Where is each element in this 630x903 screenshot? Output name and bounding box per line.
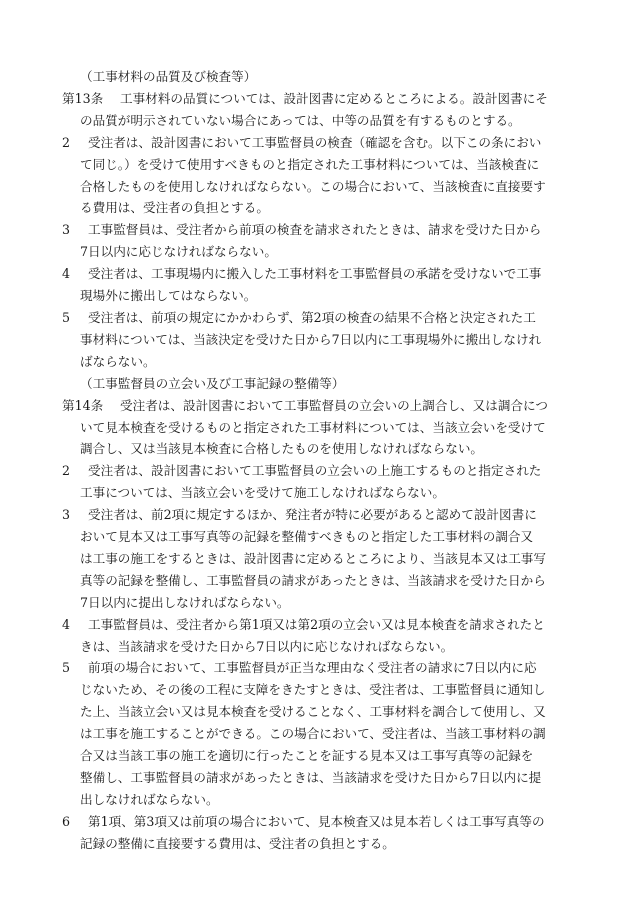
article-14-p5-l5: 合又は当該工事の施工を適切に行ったことを証する見本又は工事写真等の記録を [80, 748, 534, 764]
article-14-para-2 [62, 460, 586, 482]
article-14-p3-l3: は工事の施工をするときは、設計図書に定めるところにより、当該見本又は工事写 [80, 550, 546, 566]
para-number: 5 [62, 309, 71, 325]
article-13-para-3 [62, 219, 586, 241]
article-14-p6-l2: 記録の整備に直接要する費用は、受注者の負担とする。 [80, 835, 395, 851]
article-13-p3-l1: 工事監督員は、受注者から前項の検査を請求されたときは、請求を受けた日から [88, 222, 542, 238]
article-14-para-6 [62, 811, 586, 833]
article-13-p2-l2: て同じ。）を受けて使用すべきものと指定された工事材料については、当該検査に [80, 156, 540, 172]
article-14-p4-l2: きは、当該請求を受けた日から7日以内に応じなければならない。 [80, 638, 454, 654]
article-14-para-5 [62, 657, 586, 679]
article-13-number: 第13条 [62, 90, 104, 106]
article-13-p4-l2: 現場外に搬出してはならない。 [80, 288, 257, 304]
article-14-p3-l1: 受注者は、前2項に規定するほか、発注者が特に必要があると認めて設計図書に [88, 507, 537, 523]
article-14-line-1 [62, 395, 586, 417]
article-14-heading: （工事監督員の立会い及び工事記録の整備等） [80, 375, 345, 391]
article-13-heading: （工事材料の品質及び検査等） [80, 69, 257, 84]
article-13-p3-l2: 7日以内に応じなければならない。 [80, 244, 277, 260]
para-number: 2 [62, 134, 71, 150]
article-13-p5-l1: 受注者は、前項の規定にかかわらず、第2項の検査の結果不合格と決定された工 [88, 309, 536, 325]
article-14-p2-l2: 工事については、当該立会いを受けて施工しなければならない。 [80, 485, 445, 501]
article-14-para-3 [62, 504, 586, 526]
article-14-number: 第14条 [62, 397, 104, 413]
article-13-p1-l2: の品質が明示されていない場合にあっては、中等の品質を有するものとする。 [80, 112, 521, 128]
article-13-line-1 [62, 88, 586, 110]
article-13-p2-l4: る費用は、受注者の負担とする。 [80, 200, 269, 216]
article-14-p2-l1: 受注者は、設計図書において工事監督員の立会いの上施工するものと指定された [88, 463, 542, 479]
article-14-p1-l1: 受注者は、設計図書において工事監督員の立会いの上調合し、又は調合につ [120, 397, 548, 413]
article-14-p3-l5: 7日以内に提出しなければならない。 [80, 594, 290, 610]
article-14-p6-l1: 第1項、第3項又は前項の場合において、見本検査又は見本若しくは工事写真等の [88, 813, 545, 829]
article-14-p5-l1: 前項の場合において、工事監督員が正当な理由なく受注者の請求に7日以内に応 [88, 660, 537, 676]
article-13-p5-l3: ばならない。 [80, 353, 156, 369]
para-number: 3 [62, 222, 71, 238]
article-14-p5-l7: 出しなければならない。 [80, 791, 219, 807]
article-14-p5-l6: 整備し、工事監督員の請求があったときは、当該請求を受けた日から7日以内に提 [80, 770, 542, 785]
para-number: 4 [62, 616, 71, 632]
article-13-para-5 [62, 307, 586, 329]
article-14-p5-l4: は工事を施工することができる。この場合において、受注者は、当該工事材料の調 [80, 726, 546, 742]
article-14-p3-l2: おいて見本又は工事写真等の記録を整備すべきものと指定した工事材料の調合又 [80, 529, 534, 545]
article-14-p1-l2: いて見本検査を受けるものと指定された工事材料については、当該立会いを受けて [80, 419, 546, 435]
article-14-p5-l3: た上、当該立会い又は見本検査を受けることなく、工事材料を調合して使用し、又 [80, 704, 546, 720]
article-14-p4-l1: 工事監督員は、受注者から第1項又は第2項の立会い又は見本検査を請求されたと [88, 616, 545, 632]
article-13-para-2 [62, 132, 586, 154]
article-13-p2-l3: 合格したものを使用しなければならない。この場合において、当該検査に直接要す [80, 178, 546, 194]
article-13-p1-l1: 工事材料の品質については、設計図書に定めるところによる。設計図書にそ [120, 90, 548, 106]
article-14-p5-l2: じないため、その後の工程に支障をきたすときは、受注者は、工事監督員に通知し [80, 682, 546, 698]
article-14-para-4 [62, 614, 586, 636]
para-number: 6 [62, 813, 71, 829]
article-14-p3-l4: 真等の記録を整備し、工事監督員の請求があったときは、当該請求を受けた日から [80, 572, 546, 588]
article-14-p1-l3: 調合し、又は当該見本検査に合格したものを使用しなければならない。 [80, 441, 483, 457]
article-13-p5-l2: 事材料については、当該決定を受けた日から7日以内に工事現場外に搬出しなけれ [80, 331, 542, 347]
para-number: 4 [62, 266, 71, 282]
para-number: 5 [62, 660, 71, 676]
article-13-p2-l1: 受注者は、設計図書において工事監督員の検査（確認を含む。以下この条におい [88, 134, 542, 150]
para-number: 3 [62, 507, 71, 523]
article-13-para-4 [62, 263, 586, 285]
article-13-p4-l1: 受注者は、工事現場内に搬入した工事材料を工事監督員の承諾を受けないで工事 [88, 266, 542, 282]
para-number: 2 [62, 463, 71, 479]
